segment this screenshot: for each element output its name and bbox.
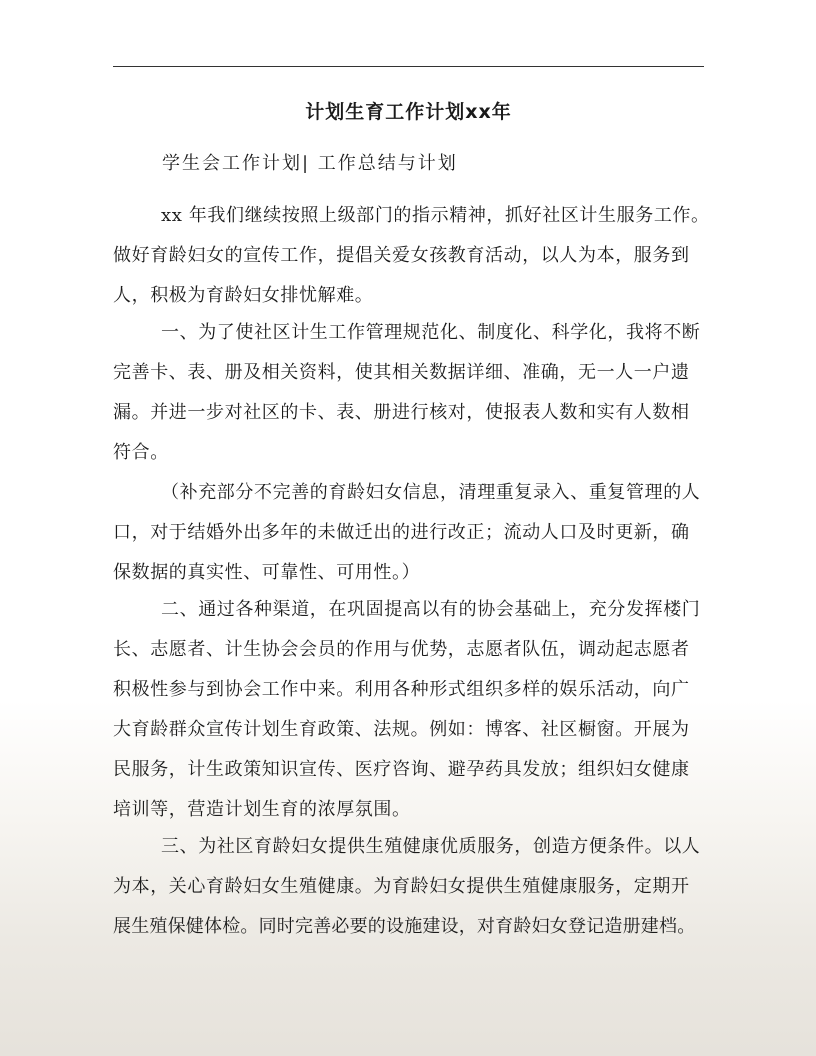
document-title: 计划生育工作计划xx年 <box>305 101 512 123</box>
paragraph-line: 培训等，营造计划生育的浓厚氛围。 <box>113 799 411 820</box>
paragraph-line: 长、志愿者、计生协会会员的作用与优势，志愿者队伍，调动起志愿者 <box>113 639 690 660</box>
paragraph-line: 符合。 <box>113 442 169 463</box>
paragraph-line: 人，积极为育龄妇女排忧解难。 <box>113 285 374 306</box>
paragraph-line: 展生殖保健体检。同时完善必要的设施建设，对育龄妇女登记造册建档。 <box>113 916 696 937</box>
paragraph-line: 一、为了使社区计生工作管理规范化、制度化、科学化，我将不断 <box>161 322 701 343</box>
paragraph-line: 三、为社区育龄妇女提供生殖健康优质服务，创造方便条件。以人 <box>161 836 701 857</box>
paragraph-line: 二、通过各种渠道，在巩固提高以有的协会基础上，充分发挥楼门 <box>161 599 701 620</box>
paragraph-line: 大育龄群众宣传计划生育政策、法规。例如：博客、社区橱窗。开展为 <box>113 719 690 740</box>
paragraph-line: 保数据的真实性、可靠性、可用性。） <box>113 562 421 583</box>
paragraph-2 <box>113 313 713 473</box>
paragraph-line: 做好育龄妇女的宣传工作，提倡关爱女孩教育活动，以人为本，服务到 <box>113 245 690 266</box>
paragraph-line: 漏。并进一步对社区的卡、表、册进行核对，使报表人数和实有人数相 <box>113 402 690 423</box>
paragraph-line: 完善卡、表、册及相关资料，使其相关数据详细、准确，无一人一户遗 <box>113 362 690 383</box>
document-category: 学生会工作计划| 工作总结与计划 <box>162 153 458 174</box>
paragraph-line: 口，对于结婚外出多年的未做迁出的进行改正；流动人口及时更新，确 <box>113 522 690 543</box>
paragraph-line: 民服务，计生政策知识宣传、医疗咨询、避孕药具发放；组织妇女健康 <box>113 759 690 780</box>
paragraph-5 <box>113 827 713 947</box>
paragraph-4 <box>113 590 713 830</box>
paragraph-3 <box>113 473 713 593</box>
paragraph-line: xx 年我们继续按照上级部门的指示精神，抓好社区计生服务工作。 <box>161 205 710 226</box>
paragraph-1 <box>113 196 713 316</box>
header-rule <box>113 66 704 67</box>
paragraph-line: 积极性参与到协会工作中来。利用各种形式组织多样的娱乐活动，向广 <box>113 679 690 700</box>
paragraph-line: （补充部分不完善的育龄妇女信息，清理重复录入、重复管理的人 <box>161 482 701 503</box>
paragraph-line: 为本，关心育龄妇女生殖健康。为育龄妇女提供生殖健康服务，定期开 <box>113 876 690 897</box>
